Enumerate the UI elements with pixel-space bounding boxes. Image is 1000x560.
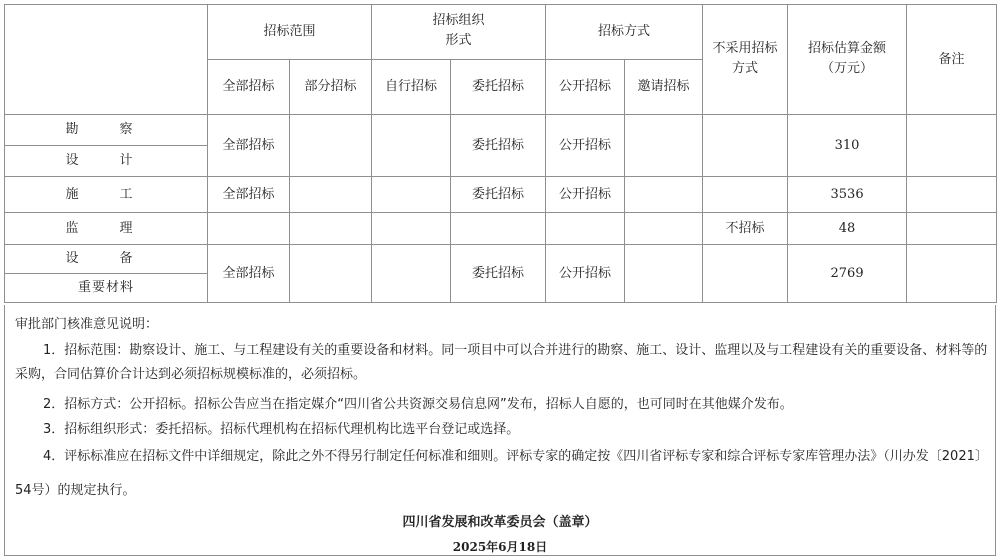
group1-org-self <box>372 115 451 177</box>
group3-scope-partial <box>290 213 372 245</box>
header-scope-partial: 部分招标 <box>290 60 372 115</box>
group4-method-invite <box>625 245 703 303</box>
group4-org-self <box>372 245 451 303</box>
group2-org-self <box>372 177 451 213</box>
header-no-tender-line2: 方式 <box>732 60 759 76</box>
group2-remark <box>907 177 997 213</box>
note-item-4-line-2: 54号）的规定执行。 <box>15 483 136 498</box>
group1-amount: 310 <box>788 115 907 177</box>
group2-no-tender <box>703 177 788 213</box>
header-org-line1: 招标组织 <box>432 13 485 28</box>
group1-scope-full: 全部招标 <box>208 115 290 177</box>
item-survey: 勘 察 <box>5 115 208 146</box>
group1-scope-partial <box>290 115 372 177</box>
issue-date: 2025年6月18日 <box>452 540 548 554</box>
group1-method-invite <box>625 115 703 177</box>
group3-amount: 48 <box>788 213 907 245</box>
header-scope-full: 全部招标 <box>208 60 290 115</box>
group2-method-open: 公开招标 <box>546 177 625 213</box>
group4-scope-partial <box>290 245 372 303</box>
group3-method-open <box>546 213 625 245</box>
header-no-tender <box>703 5 788 115</box>
item-design: 设 计 <box>5 146 208 177</box>
group4-org-entrust: 委托招标 <box>451 245 546 303</box>
header-org-self: 自行招标 <box>372 60 451 115</box>
approval-notes-panel <box>4 305 996 556</box>
note-item-1-line-2: 采购，合同估算价合计达到必须招标规模标准的，必须招标。 <box>15 367 367 382</box>
item-materials: 重要材料 <box>5 274 208 303</box>
note-item-2: 2．招标方式：公开招标。招标公告应当在指定媒介“四川省公共资源交易信息网”发布，招标人自愿的，也可同时在其他媒介发布。 <box>43 397 793 412</box>
header-method-open: 公开招标 <box>546 60 625 115</box>
group1-no-tender <box>703 115 788 177</box>
notes-heading: 审批部门核准意见说明： <box>15 317 159 332</box>
group2-method-invite <box>625 177 703 213</box>
group3-org-entrust <box>451 213 546 245</box>
note-item-4-line-1: 4．评标标准应在招标文件中详细规定，除此之外不得另行制定任何标准和细则。评标专家的确定按《四川省评标专家和综合评标专家库管理办法》（川办发〔2021〕 <box>43 449 988 464</box>
header-amount <box>788 5 907 115</box>
note-item-3: 3．招标组织形式：委托招标。招标代理机构在招标代理机构比选平台登记或选择。 <box>43 422 520 437</box>
issuer-signature: 四川省发展和改革委员会（盖章） <box>402 515 598 530</box>
group2-org-entrust: 委托招标 <box>451 177 546 213</box>
header-amount-line2: （万元） <box>821 60 874 76</box>
tender-plan-table <box>4 4 997 303</box>
group3-method-invite <box>625 213 703 245</box>
group2-scope-full: 全部招标 <box>208 177 290 213</box>
header-no-tender-line1: 不采用招标 <box>712 40 778 56</box>
note-item-1-line-1: 1．招标范围：勘察设计、施工、与工程建设有关的重要设备和材料。同一项目中可以合并进行的勘察、施工、设计、监理以及与工程建设有关的重要设备、材料等的 <box>43 343 988 358</box>
group4-method-open: 公开招标 <box>546 245 625 303</box>
group4-amount: 2769 <box>788 245 907 303</box>
corner-cell <box>5 5 208 115</box>
header-org-entrust: 委托招标 <box>451 60 546 115</box>
row-supervision <box>5 213 997 245</box>
group3-no-tender: 不招标 <box>703 213 788 245</box>
header-amount-line1: 招标估算金额 <box>808 40 887 56</box>
group3-scope-full <box>208 213 290 245</box>
group4-remark <box>907 245 997 303</box>
row-construction <box>5 177 997 213</box>
header-scope: 招标范围 <box>208 5 372 60</box>
group4-no-tender <box>703 245 788 303</box>
group3-org-self <box>372 213 451 245</box>
group3-remark <box>907 213 997 245</box>
item-supervision: 监 理 <box>5 213 208 245</box>
group2-amount: 3536 <box>788 177 907 213</box>
group1-method-open: 公开招标 <box>546 115 625 177</box>
row-survey <box>5 115 997 146</box>
header-method: 招标方式 <box>546 5 703 60</box>
header-org-line2: 形式 <box>445 33 472 48</box>
header-method-invite: 邀请招标 <box>625 60 703 115</box>
row-equipment <box>5 245 997 274</box>
item-construction: 施 工 <box>5 177 208 213</box>
header-org-form <box>372 5 546 60</box>
group1-org-entrust: 委托招标 <box>451 115 546 177</box>
group2-scope-partial <box>290 177 372 213</box>
header-row-1 <box>5 5 997 60</box>
header-remark: 备注 <box>907 5 997 115</box>
group4-scope-full: 全部招标 <box>208 245 290 303</box>
item-equipment: 设 备 <box>5 245 208 274</box>
group1-remark <box>907 115 997 177</box>
